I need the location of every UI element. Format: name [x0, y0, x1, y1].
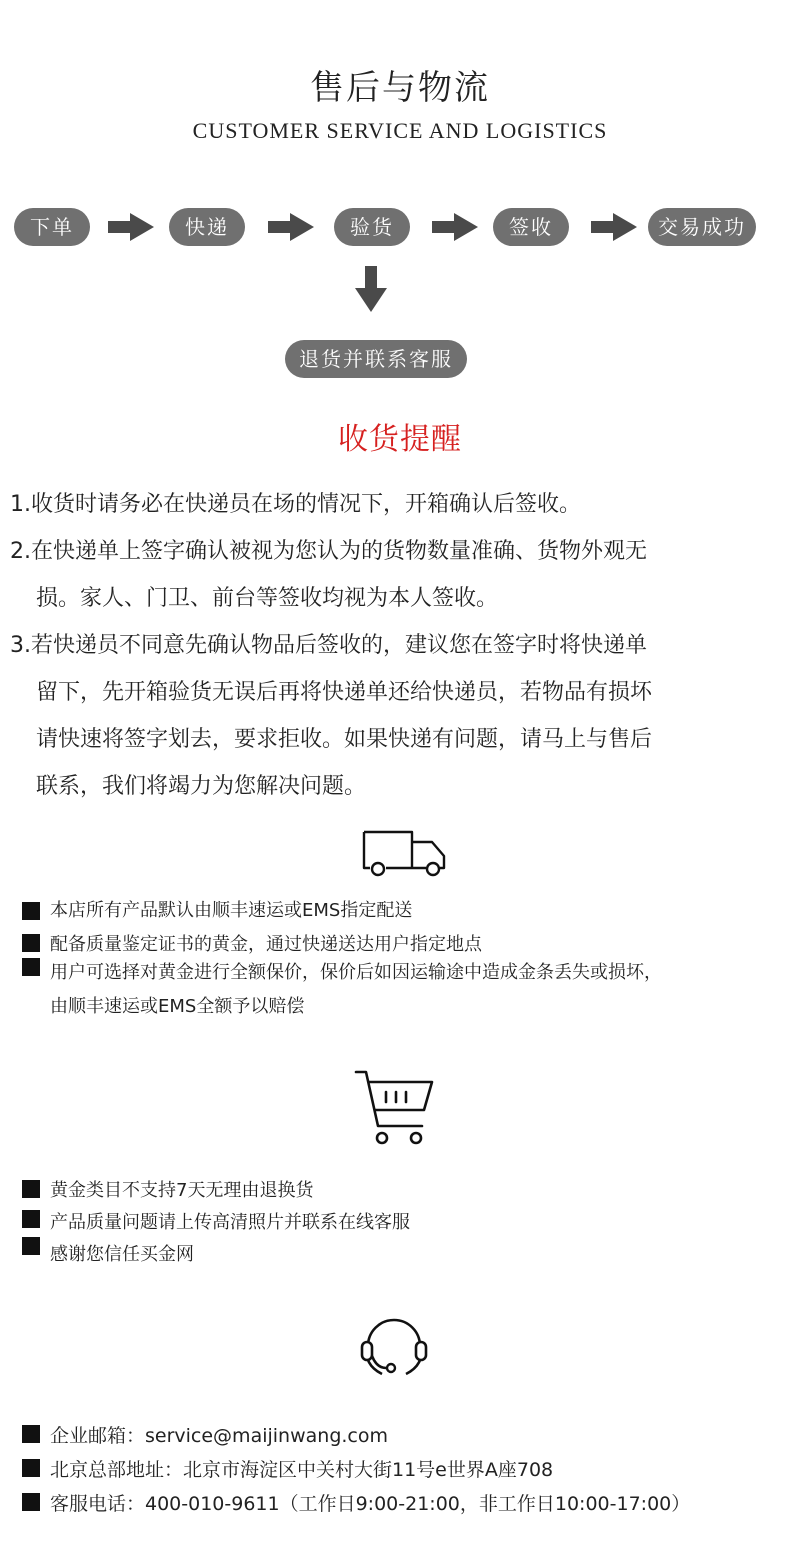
bullet-square-icon [22, 902, 40, 920]
list-item [22, 956, 792, 1024]
reminder-line: 请快速将签字划去，要求拒收。如果快递有问题，请马上与售后 [36, 727, 653, 752]
list-item [22, 1208, 792, 1238]
bullet-square-icon [22, 1459, 40, 1477]
shipping-list [22, 896, 792, 1024]
reminder-line: 2.在快递单上签字确认被视为您认为的货物数量准确、货物外观无 [10, 539, 647, 564]
reminder-item [10, 481, 770, 528]
reminder-line: 联系，我们将竭力为您解决问题。 [36, 774, 367, 799]
reminder-list [10, 481, 770, 810]
step-complete: 交易成功 [648, 208, 756, 246]
returns-list [22, 1176, 792, 1268]
step-inspect: 验货 [334, 208, 410, 246]
list-item-text: 由顺丰速运或EMS全额予以赔偿 [50, 996, 305, 1017]
step-sign: 签收 [493, 208, 569, 246]
contact-text: 企业邮箱：service@maijinwang.com [50, 1425, 388, 1447]
step-return: 退货并联系客服 [285, 340, 467, 378]
bullet-square-icon [22, 934, 40, 952]
arrow-right-icon [108, 213, 154, 241]
list-item-text: 本店所有产品默认由顺丰速运或EMS指定配送 [50, 900, 413, 921]
reminder-line: 损。家人、门卫、前台等签收均视为本人签收。 [36, 586, 499, 611]
contact-list [22, 1421, 792, 1523]
bullet-square-icon [22, 1493, 40, 1511]
list-item-text: 产品质量问题请上传高清照片并联系在线客服 [50, 1212, 410, 1233]
bullet-square-icon [22, 958, 40, 976]
arrow-right-icon [432, 213, 478, 241]
list-item-text: 感谢您信任买金网 [50, 1244, 194, 1265]
arrow-down-icon [355, 266, 387, 312]
contact-text: 客服电话：400-010-9611（工作日9:00-21:00，非工作日10:00-17:00） [50, 1493, 691, 1515]
contact-address [22, 1455, 792, 1489]
contact-email [22, 1421, 792, 1455]
reminder-item [10, 528, 770, 622]
step-delivery: 快递 [169, 208, 245, 246]
contact-phone [22, 1489, 792, 1523]
reminder-line: 1.收货时请务必在快递员在场的情况下，开箱确认后签收。 [10, 492, 581, 517]
shopping-cart-icon [352, 1068, 436, 1148]
list-item-text: 黄金类目不支持7天无理由退换货 [50, 1180, 314, 1201]
reminder-title: 收货提醒 [338, 422, 462, 457]
bullet-square-icon [22, 1180, 40, 1198]
list-item-text: 用户可选择对黄金进行全额保价，保价后如因运输途中造成金条丢失或损坏， [50, 962, 662, 983]
bullet-square-icon [22, 1425, 40, 1443]
reminder-item [10, 622, 770, 810]
list-item [22, 1176, 792, 1208]
list-item [22, 896, 792, 930]
headset-icon [356, 1306, 432, 1382]
bullet-square-icon [22, 1237, 40, 1255]
bullet-square-icon [22, 1210, 40, 1228]
page-title-cn: 售后与物流 [310, 68, 490, 108]
list-item-text: 配备质量鉴定证书的黄金，通过快递送达用户指定地点 [50, 934, 482, 955]
arrow-right-icon [591, 213, 637, 241]
reminder-line: 3.若快递员不同意先确认物品后签收的，建议您在签字时将快递单 [10, 633, 647, 658]
step-order: 下单 [14, 208, 90, 246]
contact-text: 北京总部地址：北京市海淀区中关村大街11号e世界A座708 [50, 1459, 554, 1481]
page-title-en: CUSTOMER SERVICE AND LOGISTICS [192, 118, 608, 143]
truck-icon [360, 828, 450, 878]
reminder-line: 留下，先开箱验货无误后再将快递单还给快递员，若物品有损坏 [36, 680, 653, 705]
arrow-right-icon [268, 213, 314, 241]
list-item [22, 1238, 792, 1268]
